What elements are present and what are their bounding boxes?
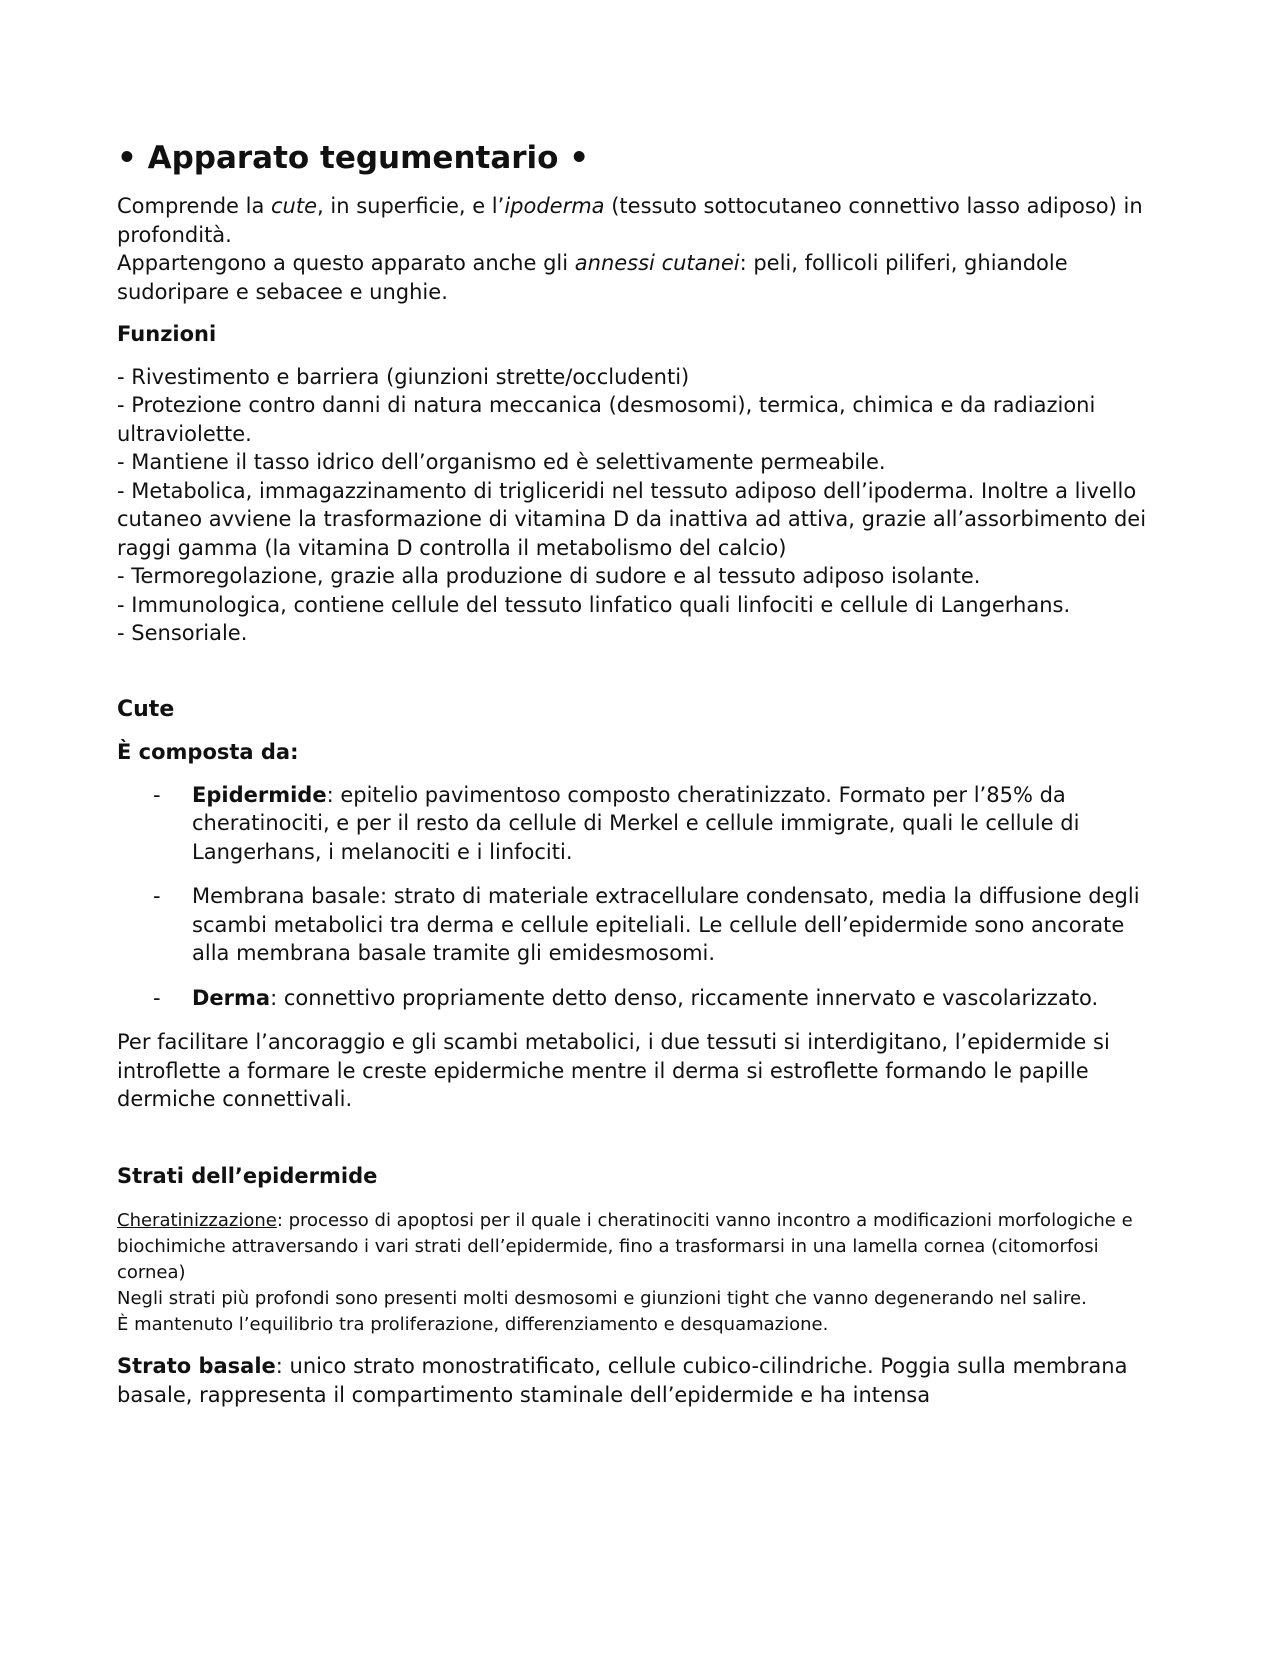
balance-paragraph: È mantenuto l’equilibrio tra proliferazione, differenziamento e desquamazione.: [117, 1314, 829, 1335]
dash-bullet: -: [153, 985, 161, 1010]
cute-list: [117, 781, 1167, 1013]
list-item: [117, 984, 1167, 1013]
term-strato-basale: Strato basale: [117, 1354, 276, 1378]
strato-basale-paragraph: [117, 1352, 1167, 1409]
intro-paragraph-1: [117, 192, 1167, 249]
funzioni-item: - Metabolica, immagazzinamento di trigliceridi nel tessuto adiposo dell’ipoderma. Inoltre a livello cutaneo avviene la trasformazione di vitamina D da inattiva ad attiva, grazie all’assorbimento dei raggi gamma (la vitamina D controlla il metabolismo del calcio): [117, 478, 1147, 560]
strati-notes: [117, 1208, 1167, 1338]
dash-bullet: -: [153, 782, 161, 807]
cute-closing-paragraph: Per facilitare l’ancoraggio e gli scambi metabolici, i due tessuti si interdigitano, l’epidermide si introflette a formare le creste epidermiche mentre il derma si estroflette formando le papille dermiche connettivali.: [117, 1030, 1110, 1111]
term-ipoderma: ipoderma: [504, 194, 605, 218]
list-item-text: Membrana basale: strato di materiale extracellulare condensato, media la diffusione degli scambi metabolici tra derma e cellule epiteliali. Le cellule dell’epidermide sono ancorate alla membrana basale tramite gli emidesmosomi.: [192, 884, 1140, 965]
funzioni-item: - Immunologica, contiene cellule del tessuto linfatico quali linfociti e cellule di Langerhans.: [117, 592, 1071, 617]
intro-text: (tessuto sottocutaneo connettivo lasso adiposo) in profondità.: [117, 194, 1143, 247]
funzioni-item: - Mantiene il tasso idrico dell’organismo ed è selettivamente permeabile.: [117, 450, 886, 474]
cheratinizzazione-paragraph: [117, 1208, 1167, 1286]
funzioni-item: - Sensoriale.: [117, 621, 248, 645]
intro-text: Appartengono a questo apparato anche gli: [117, 251, 575, 275]
dash-bullet: -: [153, 884, 161, 908]
strati-heading: Strati dell’epidermide: [117, 1163, 378, 1188]
funzioni-heading: Funzioni: [117, 322, 217, 346]
term-cute: cute: [271, 194, 318, 218]
cute-subheading: È composta da:: [117, 740, 299, 764]
cute-heading: Cute: [117, 696, 175, 722]
term-annessi: annessi cutanei: [574, 251, 740, 275]
term-derma: Derma: [192, 985, 271, 1010]
list-item-text: : epitelio pavimentoso composto cheratinizzato. Formato per l’85% da cheratinociti, e per il resto da cellule di Merkel e cellule immigrate, quali le cellule di Langerhans, i melanociti e i linfociti.: [192, 782, 1080, 864]
page-title: • Apparato tegumentario •: [117, 140, 590, 176]
document-page: [117, 138, 1167, 1409]
funzioni-item: - Protezione contro danni di natura meccanica (desmosomi), termica, chimica e da radiazioni ultraviolette.: [117, 393, 1096, 446]
list-item: [117, 781, 1167, 867]
paragraph-text: : processo di apoptosi per il quale i cheratinociti vanno incontro a modificazioni morfologiche e biochimiche attraversando i vari strati dell’epidermide, fino a trasformarsi in una lamella cornea (citomorfosi cornea): [117, 1210, 1133, 1283]
intro-text: Comprende la: [117, 194, 272, 218]
intro-paragraph-2: [117, 249, 1167, 306]
intro-text: : peli, follicoli piliferi, ghiandole sudoripare e sebacee e unghie.: [117, 251, 1068, 304]
list-item: [117, 882, 1167, 968]
paragraph-text: : unico strato monostratificato, cellule cubico-cilindriche. Poggia sulla membrana basale, rappresenta il compartimento staminale dell’epidermide e ha intensa: [117, 1354, 1128, 1407]
term-cheratinizzazione: Cheratinizzazione: [117, 1210, 277, 1231]
list-item-text: : connettivo propriamente detto denso, riccamente innervato e vascolarizzato.: [270, 985, 1099, 1010]
term-epidermide: Epidermide: [192, 782, 327, 807]
deep-layers-paragraph: Negli strati più profondi sono presenti molti desmosomi e giunzioni tight che vanno degenerando nel salire.: [117, 1288, 1087, 1309]
funzioni-item: - Termoregolazione, grazie alla produzione di sudore e al tessuto adiposo isolante.: [117, 564, 981, 588]
funzioni-item: - Rivestimento e barriera (giunzioni strette/occludenti): [117, 364, 690, 389]
intro-text: , in superficie, e l’: [317, 194, 505, 218]
